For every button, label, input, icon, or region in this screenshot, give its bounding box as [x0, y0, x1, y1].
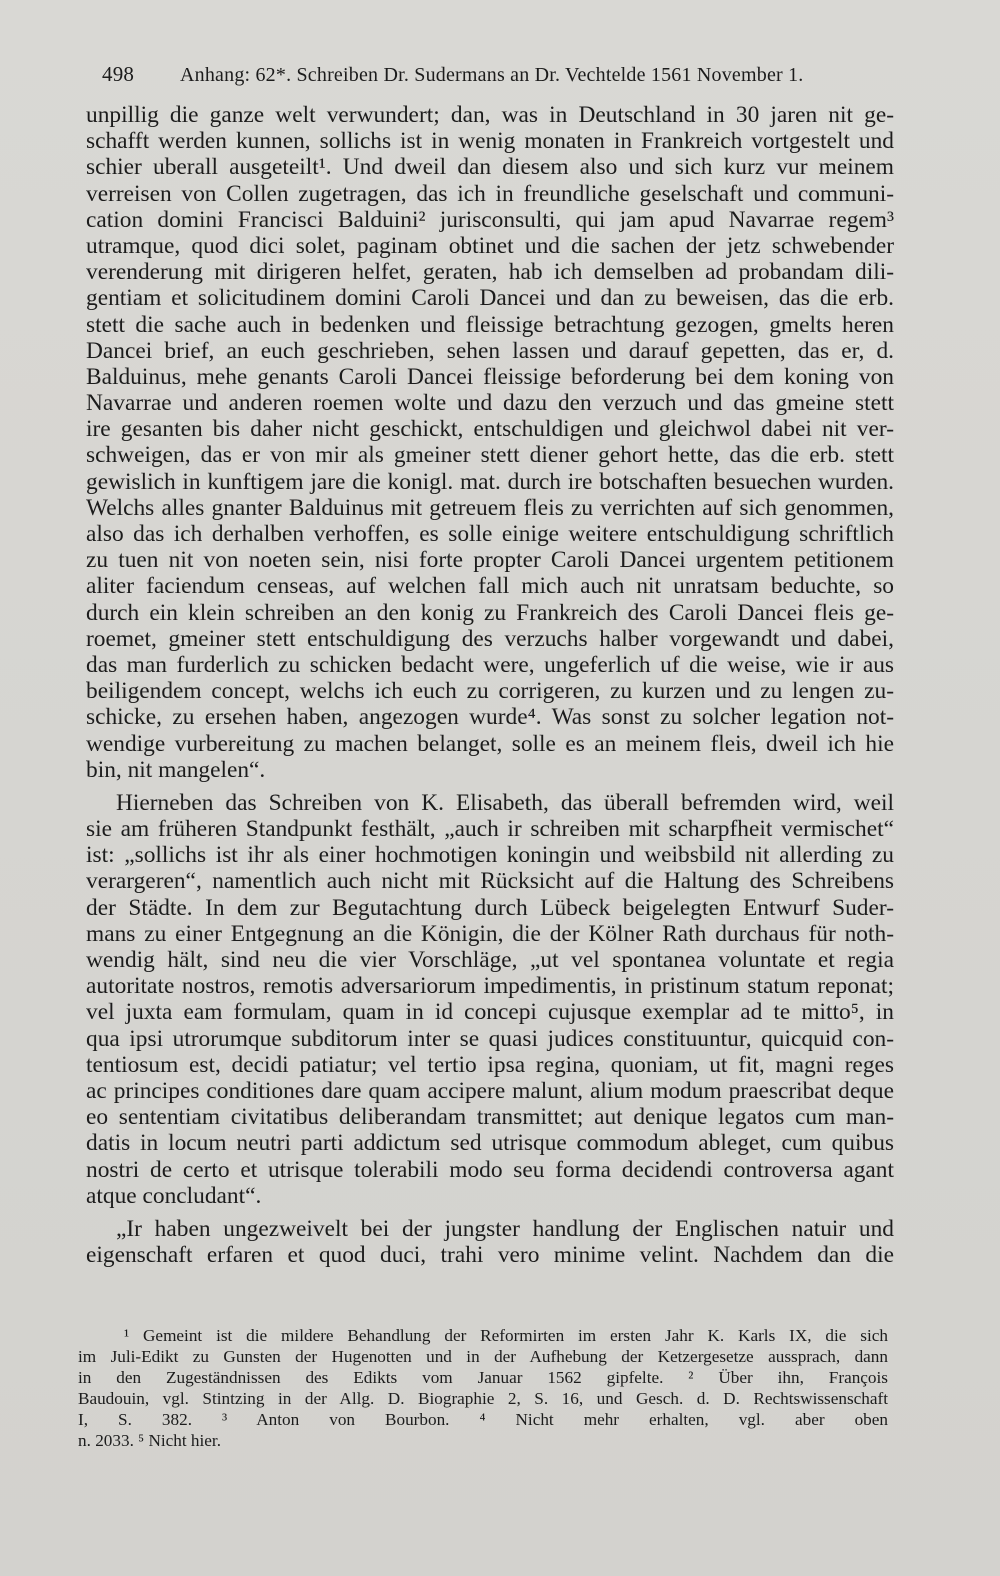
body-line: gewislich in kunftigem jare die konigl. mat. durch ire botschaften besuechen wurden.: [86, 468, 894, 495]
body-line: atque concludant“.: [86, 1182, 262, 1209]
footnote-line: im Juli-Edikt zu Gunsten der Hugenotten und in der Aufhebung der Ketzergesetze aussprach, dann: [78, 1347, 888, 1366]
body-line: tentiosum est, decidi patiatur; vel tertio ipsa regina, quoniam, ut fit, magni reges: [86, 1051, 894, 1078]
body-line: also das ich derhalben verhoffen, es solle einige weitere entschuldigung schriftlich: [86, 521, 894, 547]
footnote-line: in den Zugeständnissen des Edikts vom Januar 1562 gipfelte. ² Über ihn, François: [78, 1368, 888, 1387]
body-line: ist: „sollichs ist ihr als einer hochmotigen koningin und weibsbild nit allerding zu: [86, 842, 894, 869]
body-line: Navarrae und anderen roemen wolte und dazu den verzuch und das gmeine stett: [86, 390, 894, 417]
body-line: roemet, gmeiner stett entschuldigung des verzuchs halber vorgewandt und dabei,: [86, 625, 894, 652]
body-line: datis in locum neutri parti addictum sed utrisque commodum ableget, cum quibus: [86, 1130, 894, 1157]
body-line: nostri de certo et utrisque tolerabili modo seu forma decidendi controversa agant: [86, 1156, 894, 1183]
body-line: der Städte. In dem zur Begutachtung durch Lübeck beigelegten Entwurf Suder-: [86, 894, 894, 921]
footnotes: [78, 1325, 888, 1451]
paragraph-gap: [86, 783, 894, 790]
body-line: verreisen von Collen zugetragen, das ich in freundliche geselschaft und communi-: [86, 180, 894, 207]
footnote-line: n. 2033. ⁵ Nicht hier.: [78, 1431, 221, 1450]
body-line: schafft werden kunnen, sollichs ist in wenig monaten in Frankreich vortgestelt und: [86, 128, 894, 155]
body-line: Dancei brief, an euch geschrieben, sehen lassen und darauf gepetten, das er, d.: [86, 337, 894, 364]
body-line: wendig hält, sind neu die vier Vorschläge, „ut vel spontanea voluntate et regia: [86, 947, 894, 973]
body-line: vel juxta eam formulam, quam in id concepi cujusque exemplar ad te mitto⁵, in: [86, 999, 894, 1026]
body-line: schweigen, das er von mir als gmeiner stett diener gehort hette, das die erb. stett: [86, 442, 894, 469]
body-line: utramque, quod dici solet, paginam obtinet und die sachen der jetz schwebender: [86, 232, 894, 259]
body-line: cation domini Francisci Balduini² jurisconsulti, qui jam apud Navarrae regem³: [86, 206, 894, 233]
body-line: durch ein klein schreiben an den konig zu Frankreich des Caroli Dancei fleis ge-: [86, 599, 894, 626]
body-line: eo sententiam civitatibus deliberandam transmittet; aut denique legatos cum man-: [86, 1104, 894, 1131]
body-line: sie am früheren Standpunkt festhält, „auch ir schreiben mit scharpfheit vermischet“: [86, 816, 894, 843]
footnote-line: Baudouin, vgl. Stintzing in der Allg. D. Biographie 2, S. 16, und Gesch. d. D. Rechtswissenschaft: [78, 1389, 888, 1408]
body-line: schicke, zu ersehen haben, angezogen wurde⁴. Was sonst zu solcher legation not-: [86, 704, 894, 731]
body-line: bin, nit mangelen“.: [86, 756, 266, 783]
body-line: autoritate nostros, remotis adversariorum impedimentis, in pristinum statum reponat;: [86, 973, 894, 1000]
body-line: stett die sache auch in bedenken und fleissige betrachtung gezogen, gmelts heren: [86, 311, 894, 338]
body-line: das man furderlich zu schicken bedacht were, ungeferlich uf die weise, wie ir aus: [86, 651, 894, 678]
body-line: gentiam et solicitudinem domini Caroli Dancei und dan zu beweisen, das die erb.: [86, 285, 894, 312]
body-line: qua ipsi utrorumque subditorum inter se quasi judices constituuntur, quicquid con-: [86, 1025, 894, 1052]
footnote-line: ¹ Gemeint ist die mildere Behandlung der Reformirten im ersten Jahr K. Karls IX, die sich: [124, 1326, 888, 1345]
running-header: [102, 62, 892, 87]
body-line: Welchs alles gnanter Balduinus mit getreuem fleis zu verrichten auf sich genommen,: [86, 494, 894, 521]
body-line: beiligendem concept, welchs ich euch zu corrigeren, zu kurzen und zu lengen zu-: [86, 678, 894, 705]
body-line: mans zu einer Entgegnung an die Königin, die der Kölner Rath durchaus für noth-: [86, 920, 894, 947]
page-number: 498: [102, 62, 135, 86]
body-line: ire gesanten bis daher nicht geschickt, entschuldigen und gleichwol dabei nit ver-: [86, 416, 894, 443]
footnote-line: I, S. 382. ³ Anton von Bourbon. ⁴ Nicht mehr erhalten, vgl. aber oben: [78, 1410, 888, 1429]
body-line: wendige vurbereitung zu machen belanget, solle es an meinem fleis, dweil ich hie: [86, 730, 894, 757]
body-line: verargeren“, namentlich auch nicht mit Rücksicht auf die Haltung des Schreibens: [86, 868, 894, 895]
body-text: [86, 102, 894, 1268]
body-line: schier uberall ausgeteilt¹. Und dweil dan diesem also und sich kurz vur meinem: [86, 154, 894, 181]
body-line: eigenschaft erfaren et quod duci, trahi vero minime velint. Nachdem dan die: [86, 1242, 894, 1269]
body-line: unpillig die ganze welt verwundert; dan, was in Deutschland in 30 jaren nit ge-: [86, 102, 894, 128]
running-title: Anhang: 62*. Schreiben Dr. Sudermans an Dr. Vechtelde 1561 November 1.: [180, 64, 804, 86]
body-line: ac principes conditiones dare quam accipere malunt, alium modum praescribat deque: [86, 1077, 894, 1104]
body-line: „Ir haben ungezweivelt bei der jungster handlung der Englischen natuir und: [116, 1215, 894, 1242]
body-line: verenderung mit dirigeren helfet, geraten, hab ich demselben ad probandam dili-: [86, 259, 894, 286]
body-line: aliter faciendum censeas, auf welchen fall mich auch nit unratsam beduchte, so: [86, 573, 894, 600]
body-line: Hierneben das Schreiben von K. Elisabeth, das überall befremden wird, weil: [116, 789, 894, 816]
body-line: Balduinus, mehe genants Caroli Dancei fleissige beforderung bei dem koning von: [86, 363, 894, 390]
body-line: zu tuen nit von noeten sein, nisi forte propter Caroli Dancei urgentem petitionem: [86, 547, 894, 574]
paragraph-gap: [86, 1209, 894, 1216]
